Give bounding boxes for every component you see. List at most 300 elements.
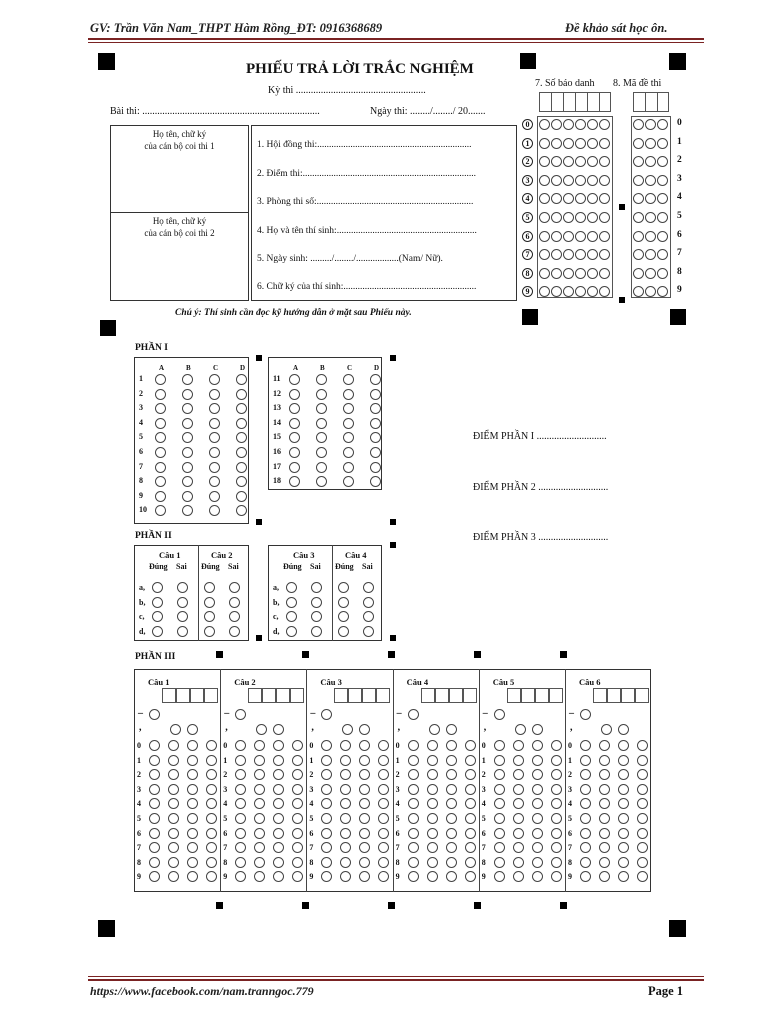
made-bubble[interactable] [633,231,644,242]
false-bubble[interactable] [177,626,188,637]
answer-bubble[interactable] [289,374,300,385]
made-bubble[interactable] [657,119,668,130]
answer-bubble[interactable] [209,418,220,429]
digit-bubble[interactable] [513,740,524,751]
digit-bubble[interactable] [149,857,160,868]
write-box[interactable] [362,688,376,703]
digit-bubble[interactable] [513,755,524,766]
answer-bubble[interactable] [155,491,166,502]
digit-bubble[interactable] [359,828,370,839]
sbd-bubble[interactable] [587,138,598,149]
digit-bubble[interactable] [254,755,265,766]
true-bubble[interactable] [152,597,163,608]
digit-bubble[interactable] [235,755,246,766]
digit-bubble[interactable] [149,784,160,795]
digit-bubble[interactable] [580,784,591,795]
digit-bubble[interactable] [513,769,524,780]
digit-bubble[interactable] [599,857,610,868]
answer-bubble[interactable] [209,389,220,400]
answer-bubble[interactable] [316,462,327,473]
field-phong-thi[interactable]: 3. Phòng thi số:.................................................................. [257,197,474,207]
sbd-bubble[interactable] [563,119,574,130]
answer-bubble[interactable] [155,447,166,458]
sbd-bubble[interactable] [599,231,610,242]
digit-bubble[interactable] [292,828,303,839]
digit-bubble[interactable] [408,857,419,868]
digit-bubble[interactable] [187,828,198,839]
made-bubble[interactable] [645,268,656,279]
sbd-bubble[interactable] [575,212,586,223]
write-box[interactable] [535,688,549,703]
answer-bubble[interactable] [236,389,247,400]
footer-link[interactable]: https://www.facebook.com/nam.tranngoc.779 [90,984,314,998]
answer-bubble[interactable] [155,374,166,385]
sbd-bubble[interactable] [551,175,562,186]
sbd-bubble[interactable] [539,231,550,242]
digit-bubble[interactable] [427,828,438,839]
made-bubble[interactable] [633,119,644,130]
made-bubble[interactable] [633,175,644,186]
digit-bubble[interactable] [446,784,457,795]
made-bubble[interactable] [645,138,656,149]
answer-bubble[interactable] [343,389,354,400]
digit-bubble[interactable] [206,857,217,868]
answer-bubble[interactable] [343,418,354,429]
answer-bubble[interactable] [209,447,220,458]
digit-bubble[interactable] [494,769,505,780]
digit-bubble[interactable] [446,798,457,809]
sbd-bubble[interactable] [539,119,550,130]
comma-bubble[interactable] [187,724,198,735]
digit-bubble[interactable] [580,740,591,751]
true-bubble[interactable] [338,626,349,637]
made-bubble[interactable] [657,212,668,223]
digit-bubble[interactable] [532,740,543,751]
field-chu-ky[interactable]: 6. Chữ ký của thí sinh:........................................................ [257,282,477,292]
answer-bubble[interactable] [182,462,193,473]
digit-bubble[interactable] [427,871,438,882]
false-bubble[interactable] [229,626,240,637]
digit-bubble[interactable] [532,842,543,853]
digit-bubble[interactable] [551,842,562,853]
digit-bubble[interactable] [206,784,217,795]
write-box[interactable] [348,688,362,703]
sbd-bubble[interactable] [599,119,610,130]
write-box[interactable] [276,688,290,703]
digit-bubble[interactable] [465,784,476,795]
digit-bubble[interactable] [408,755,419,766]
answer-bubble[interactable] [370,447,381,458]
digit-bubble[interactable] [427,798,438,809]
digit-bubble[interactable] [408,740,419,751]
digit-bubble[interactable] [427,755,438,766]
digit-bubble[interactable] [149,813,160,824]
digit-bubble[interactable] [206,755,217,766]
sbd-bubble[interactable] [539,268,550,279]
digit-bubble[interactable] [513,784,524,795]
comma-bubble[interactable] [170,724,181,735]
sbd-bubble[interactable] [563,268,574,279]
answer-bubble[interactable] [370,462,381,473]
minus-bubble[interactable] [494,709,505,720]
write-box[interactable] [248,688,262,703]
score-part2[interactable]: ĐIỂM PHẦN 2 ............................ [473,482,609,493]
comma-bubble[interactable] [601,724,612,735]
sbd-bubble[interactable] [539,175,550,186]
digit-bubble[interactable] [206,740,217,751]
digit-bubble[interactable] [637,755,648,766]
answer-bubble[interactable] [236,418,247,429]
digit-bubble[interactable] [446,842,457,853]
answer-bubble[interactable] [370,374,381,385]
write-box[interactable] [449,688,463,703]
digit-bubble[interactable] [513,828,524,839]
false-bubble[interactable] [177,582,188,593]
digit-bubble[interactable] [494,857,505,868]
field-ho-ten[interactable]: 4. Họ và tên thí sinh:........................................................... [257,226,477,236]
answer-bubble[interactable] [236,462,247,473]
sbd-bubble[interactable] [599,175,610,186]
answer-bubble[interactable] [316,389,327,400]
digit-bubble[interactable] [513,842,524,853]
digit-bubble[interactable] [168,784,179,795]
digit-bubble[interactable] [532,813,543,824]
digit-bubble[interactable] [408,784,419,795]
digit-bubble[interactable] [446,828,457,839]
digit-bubble[interactable] [532,857,543,868]
digit-bubble[interactable] [465,740,476,751]
digit-bubble[interactable] [494,755,505,766]
field-ngay-sinh[interactable]: 5. Ngày sinh: ........./......../..................(Nam/ Nữ). [257,254,443,264]
write-box[interactable] [190,688,204,703]
sbd-bubble[interactable] [563,138,574,149]
answer-bubble[interactable] [182,374,193,385]
true-bubble[interactable] [152,611,163,622]
digit-bubble[interactable] [494,740,505,751]
digit-bubble[interactable] [273,857,284,868]
digit-bubble[interactable] [254,828,265,839]
minus-bubble[interactable] [149,709,160,720]
write-box[interactable] [262,688,276,703]
digit-bubble[interactable] [168,857,179,868]
digit-bubble[interactable] [187,784,198,795]
made-bubble[interactable] [657,138,668,149]
answer-bubble[interactable] [370,389,381,400]
false-bubble[interactable] [229,611,240,622]
digit-bubble[interactable] [168,828,179,839]
sbd-bubble[interactable] [551,212,562,223]
write-box[interactable] [421,688,435,703]
answer-bubble[interactable] [289,447,300,458]
digit-bubble[interactable] [551,769,562,780]
digit-bubble[interactable] [551,740,562,751]
answer-bubble[interactable] [209,491,220,502]
digit-bubble[interactable] [465,828,476,839]
minus-bubble[interactable] [580,709,591,720]
digit-bubble[interactable] [206,828,217,839]
answer-bubble[interactable] [155,462,166,473]
digit-bubble[interactable] [235,828,246,839]
digit-bubble[interactable] [273,784,284,795]
false-bubble[interactable] [177,597,188,608]
answer-bubble[interactable] [289,418,300,429]
digit-bubble[interactable] [618,740,629,751]
digit-bubble[interactable] [551,857,562,868]
digit-bubble[interactable] [599,740,610,751]
made-bubble[interactable] [657,231,668,242]
digit-bubble[interactable] [465,842,476,853]
digit-bubble[interactable] [465,871,476,882]
digit-bubble[interactable] [187,813,198,824]
sbd-bubble[interactable] [575,268,586,279]
false-bubble[interactable] [177,611,188,622]
answer-bubble[interactable] [182,389,193,400]
digit-bubble[interactable] [446,740,457,751]
digit-bubble[interactable] [637,828,648,839]
digit-bubble[interactable] [551,813,562,824]
sbd-bubble[interactable] [563,212,574,223]
false-bubble[interactable] [311,611,322,622]
digit-bubble[interactable] [446,755,457,766]
false-bubble[interactable] [363,626,374,637]
digit-bubble[interactable] [206,813,217,824]
digit-bubble[interactable] [465,769,476,780]
made-bubble[interactable] [633,212,644,223]
true-bubble[interactable] [286,597,297,608]
comma-bubble[interactable] [429,724,440,735]
digit-bubble[interactable] [427,784,438,795]
digit-bubble[interactable] [427,842,438,853]
digit-bubble[interactable] [187,857,198,868]
digit-bubble[interactable] [235,857,246,868]
digit-bubble[interactable] [465,813,476,824]
digit-bubble[interactable] [618,755,629,766]
digit-bubble[interactable] [494,784,505,795]
digit-bubble[interactable] [427,813,438,824]
digit-bubble[interactable] [637,784,648,795]
digit-bubble[interactable] [149,740,160,751]
answer-bubble[interactable] [289,389,300,400]
sbd-bubble[interactable] [575,138,586,149]
digit-bubble[interactable] [408,842,419,853]
digit-bubble[interactable] [254,857,265,868]
made-bubble[interactable] [645,175,656,186]
sbd-bubble[interactable] [551,119,562,130]
answer-bubble[interactable] [316,418,327,429]
false-bubble[interactable] [229,582,240,593]
answer-bubble[interactable] [289,462,300,473]
digit-bubble[interactable] [187,755,198,766]
write-box[interactable] [521,688,535,703]
false-bubble[interactable] [229,597,240,608]
digit-bubble[interactable] [408,798,419,809]
digit-bubble[interactable] [254,784,265,795]
sbd-bubble[interactable] [587,119,598,130]
digit-bubble[interactable] [446,813,457,824]
answer-bubble[interactable] [182,418,193,429]
digit-bubble[interactable] [321,828,332,839]
answer-bubble[interactable] [316,447,327,458]
sbd-bubble[interactable] [563,175,574,186]
digit-bubble[interactable] [580,813,591,824]
digit-bubble[interactable] [446,769,457,780]
sbd-bubble[interactable] [551,268,562,279]
digit-bubble[interactable] [532,828,543,839]
score-part3[interactable]: ĐIỂM PHẦN 3 ............................ [473,532,609,543]
digit-bubble[interactable] [551,784,562,795]
true-bubble[interactable] [286,611,297,622]
made-bubble[interactable] [645,231,656,242]
field-diem-thi[interactable]: 2. Điểm thi:......................................................................... [257,169,477,179]
write-box[interactable] [549,688,563,703]
false-bubble[interactable] [363,611,374,622]
sbd-bubble[interactable] [587,212,598,223]
answer-bubble[interactable] [343,447,354,458]
digit-bubble[interactable] [465,755,476,766]
digit-bubble[interactable] [321,755,332,766]
digit-bubble[interactable] [580,857,591,868]
digit-bubble[interactable] [340,828,351,839]
digit-bubble[interactable] [637,813,648,824]
sbd-bubble[interactable] [575,231,586,242]
digit-bubble[interactable] [494,842,505,853]
sbd-bubble[interactable] [575,119,586,130]
digit-bubble[interactable] [427,740,438,751]
write-box[interactable] [635,688,649,703]
sbd-bubble[interactable] [587,231,598,242]
sbd-bubble[interactable] [599,212,610,223]
answer-bubble[interactable] [236,374,247,385]
true-bubble[interactable] [204,611,215,622]
false-bubble[interactable] [363,597,374,608]
write-box[interactable] [334,688,348,703]
digit-bubble[interactable] [408,871,419,882]
write-box[interactable] [290,688,304,703]
sbd-bubble[interactable] [551,138,562,149]
field-hoi-dong[interactable]: 1. Hội đồng thi:................................................................. [257,140,472,150]
true-bubble[interactable] [152,626,163,637]
comma-bubble[interactable] [515,724,526,735]
made-write-box[interactable] [633,92,669,112]
digit-bubble[interactable] [599,784,610,795]
write-box[interactable] [507,688,521,703]
digit-bubble[interactable] [551,755,562,766]
digit-bubble[interactable] [513,857,524,868]
digit-bubble[interactable] [235,784,246,795]
answer-bubble[interactable] [155,389,166,400]
digit-bubble[interactable] [494,828,505,839]
digit-bubble[interactable] [408,813,419,824]
answer-bubble[interactable] [316,374,327,385]
made-bubble[interactable] [657,268,668,279]
write-box[interactable] [463,688,477,703]
made-bubble[interactable] [645,212,656,223]
minus-bubble[interactable] [408,709,419,720]
answer-bubble[interactable] [182,447,193,458]
write-box[interactable] [607,688,621,703]
made-bubble[interactable] [633,268,644,279]
false-bubble[interactable] [311,582,322,593]
comma-bubble[interactable] [618,724,629,735]
write-box[interactable] [376,688,390,703]
true-bubble[interactable] [204,597,215,608]
answer-bubble[interactable] [182,491,193,502]
answer-bubble[interactable] [236,491,247,502]
true-bubble[interactable] [286,626,297,637]
sbd-bubble[interactable] [587,268,598,279]
digit-bubble[interactable] [618,813,629,824]
true-bubble[interactable] [338,611,349,622]
digit-bubble[interactable] [532,755,543,766]
answer-bubble[interactable] [343,374,354,385]
sbd-bubble[interactable] [587,175,598,186]
digit-bubble[interactable] [637,740,648,751]
answer-bubble[interactable] [155,418,166,429]
write-box[interactable] [593,688,607,703]
answer-bubble[interactable] [209,462,220,473]
digit-bubble[interactable] [532,784,543,795]
write-box[interactable] [435,688,449,703]
sbd-bubble[interactable] [539,212,550,223]
made-bubble[interactable] [645,119,656,130]
made-bubble[interactable] [657,175,668,186]
digit-bubble[interactable] [513,813,524,824]
true-bubble[interactable] [338,582,349,593]
true-bubble[interactable] [286,582,297,593]
digit-bubble[interactable] [168,755,179,766]
digit-bubble[interactable] [378,755,389,766]
digit-bubble[interactable] [599,755,610,766]
digit-bubble[interactable] [618,857,629,868]
answer-bubble[interactable] [209,374,220,385]
sbd-bubble[interactable] [563,231,574,242]
digit-bubble[interactable] [149,755,160,766]
digit-bubble[interactable] [408,828,419,839]
true-bubble[interactable] [204,626,215,637]
digit-bubble[interactable] [637,857,648,868]
digit-bubble[interactable] [599,813,610,824]
answer-bubble[interactable] [343,462,354,473]
write-box[interactable] [162,688,176,703]
digit-bubble[interactable] [465,798,476,809]
digit-bubble[interactable] [494,813,505,824]
digit-bubble[interactable] [551,828,562,839]
digit-bubble[interactable] [599,828,610,839]
sbd-bubble[interactable] [575,175,586,186]
sbd-bubble[interactable] [599,268,610,279]
answer-bubble[interactable] [370,418,381,429]
digit-bubble[interactable] [446,871,457,882]
score-part1[interactable]: ĐIỂM PHẦN I ............................ [473,431,607,442]
digit-bubble[interactable] [378,828,389,839]
false-bubble[interactable] [311,626,322,637]
true-bubble[interactable] [152,582,163,593]
comma-bubble[interactable] [532,724,543,735]
digit-bubble[interactable] [532,769,543,780]
made-bubble[interactable] [633,138,644,149]
answer-bubble[interactable] [236,447,247,458]
digit-bubble[interactable] [408,769,419,780]
digit-bubble[interactable] [292,784,303,795]
digit-bubble[interactable] [273,755,284,766]
true-bubble[interactable] [338,597,349,608]
write-box[interactable] [621,688,635,703]
digit-bubble[interactable] [149,828,160,839]
digit-bubble[interactable] [292,857,303,868]
digit-bubble[interactable] [187,740,198,751]
digit-bubble[interactable] [168,740,179,751]
digit-bubble[interactable] [618,784,629,795]
